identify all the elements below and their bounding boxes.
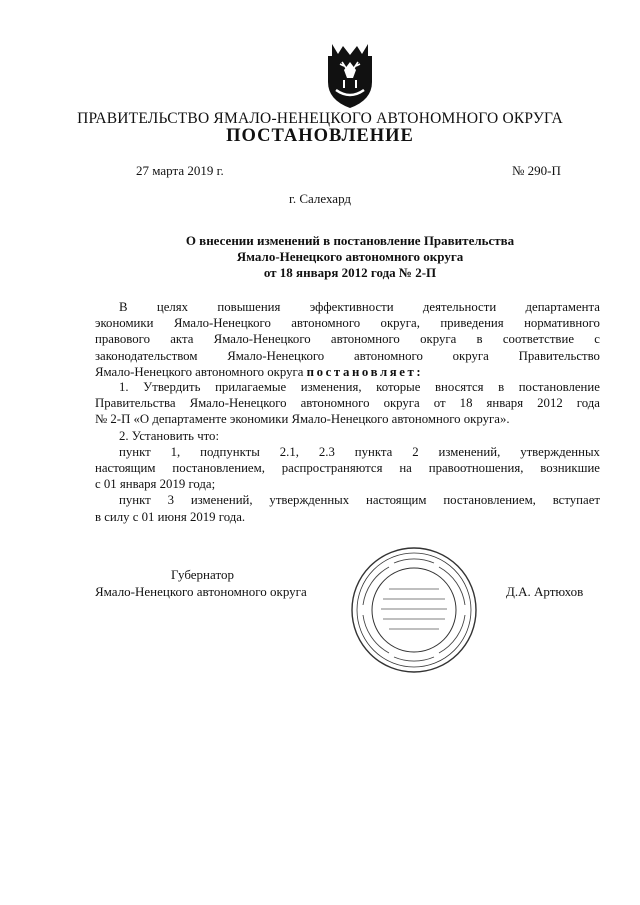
word: департамента xyxy=(525,300,600,314)
word: Ямало-Ненецкого xyxy=(227,348,325,363)
word: деятельности xyxy=(422,300,497,314)
word: пункта xyxy=(354,444,393,459)
word: автономного xyxy=(330,332,400,347)
text-line xyxy=(119,379,600,395)
word: распространяются xyxy=(281,461,383,476)
word: нормативного xyxy=(524,316,600,331)
text-line xyxy=(119,492,600,508)
document-date: 27 марта 2019 г. xyxy=(136,163,224,178)
word: 2012 xyxy=(537,396,563,411)
word: изменений, xyxy=(190,493,253,508)
word: приведения xyxy=(440,316,504,331)
word: 1. xyxy=(119,380,129,394)
item-2-heading: 2. Установить что: xyxy=(119,428,220,443)
word: 1, xyxy=(170,444,181,459)
word: вступает xyxy=(552,493,600,508)
word: настоящим xyxy=(95,461,156,476)
word: пункт xyxy=(119,444,151,459)
text-line: в силу с 01 июня 2019 года. xyxy=(95,509,246,524)
word: округа, xyxy=(380,316,420,331)
word: автономного xyxy=(300,396,370,411)
word: утвержденных xyxy=(520,444,600,459)
word: постановление xyxy=(518,380,600,394)
word: законодательством xyxy=(95,348,198,363)
word: Ямало-Ненецкого xyxy=(189,396,287,411)
word: Правительство xyxy=(518,348,600,363)
signatory-title: Губернатор xyxy=(171,567,234,582)
word: целях xyxy=(156,300,189,314)
word: экономики xyxy=(95,316,154,331)
text-line xyxy=(95,395,600,411)
word: изменений, xyxy=(438,444,501,459)
word: 2.3 xyxy=(318,444,335,459)
word: повышения xyxy=(217,300,281,314)
word: Правительства xyxy=(95,396,176,411)
word: возникшие xyxy=(540,461,600,476)
preamble-paragraph xyxy=(95,299,600,380)
word: округа xyxy=(452,348,489,363)
text-line xyxy=(95,364,600,380)
word: от xyxy=(433,396,446,411)
word: утвержденных xyxy=(269,493,350,508)
word: Ямало-Ненецкого xyxy=(173,316,271,331)
word: которые xyxy=(376,380,421,394)
word: в xyxy=(498,380,505,394)
text-line xyxy=(95,348,600,364)
signatory-org: Ямало-Ненецкого автономного округа xyxy=(95,584,307,599)
word: автономного xyxy=(291,316,361,331)
word: 3 xyxy=(167,493,174,508)
text-line xyxy=(95,315,600,331)
word: 18 xyxy=(459,396,473,411)
word: прилагаемые xyxy=(215,380,287,394)
word: января xyxy=(486,396,524,411)
subject-line: от 18 января 2012 года № 2-П xyxy=(263,265,437,280)
word: акта xyxy=(170,332,194,347)
word: округа xyxy=(383,396,420,411)
text-line: № 2-П «О департаменте экономики Ямало-Ненецкого автономного округа». xyxy=(95,412,510,427)
document-type: ПОСТАНОВЛЕНИЕ xyxy=(226,126,414,146)
subject-line: Ямало-Ненецкого автономного округа xyxy=(236,249,464,264)
word: с xyxy=(594,332,600,347)
text-line xyxy=(95,460,600,476)
document-city: г. Салехард xyxy=(288,191,352,206)
word: автономного xyxy=(353,348,423,363)
official-stamp-icon xyxy=(349,545,479,675)
word: соответствие xyxy=(502,332,574,347)
word: в xyxy=(476,332,483,347)
word: вносятся xyxy=(435,380,484,394)
word: В xyxy=(119,300,128,314)
document-number: № 290-П xyxy=(512,163,561,178)
word: года xyxy=(576,396,600,411)
word: Утвердить xyxy=(143,380,201,394)
signatory-name: Д.А. Артюхов xyxy=(506,584,584,599)
organization-name: ПРАВИТЕЛЬСТВО ЯМАЛО-НЕНЕЦКОГО АВТОНОМНОГО ОКРУГА xyxy=(77,110,563,127)
word: правового xyxy=(95,332,150,347)
text-line xyxy=(119,299,600,315)
word: на xyxy=(399,461,412,476)
word: Ямало-Ненецкого xyxy=(213,332,311,347)
item-1-paragraph xyxy=(95,379,600,525)
yamal-coat-of-arms-icon xyxy=(322,42,378,110)
word: округа xyxy=(420,332,457,347)
word: постановлением, xyxy=(443,493,536,508)
word: 2 xyxy=(412,444,419,459)
word: подпункты xyxy=(200,444,260,459)
word: правоотношения, xyxy=(428,461,524,476)
word: эффективности xyxy=(309,300,394,314)
text-line xyxy=(95,331,600,347)
word: изменения, xyxy=(300,380,362,394)
preamble-text: Ямало-Ненецкого автономного округа xyxy=(95,364,304,379)
word: настоящим xyxy=(366,493,427,508)
decree-word: постановляет: xyxy=(306,364,424,379)
text-line: с 01 января 2019 года; xyxy=(95,477,216,492)
document-subject xyxy=(90,233,610,281)
subject-line: О внесении изменений в постановление Правительства xyxy=(185,233,515,248)
word: постановлением, xyxy=(172,461,265,476)
word: 2.1, xyxy=(279,444,299,459)
word: пункт xyxy=(119,493,151,508)
text-line xyxy=(119,444,600,460)
